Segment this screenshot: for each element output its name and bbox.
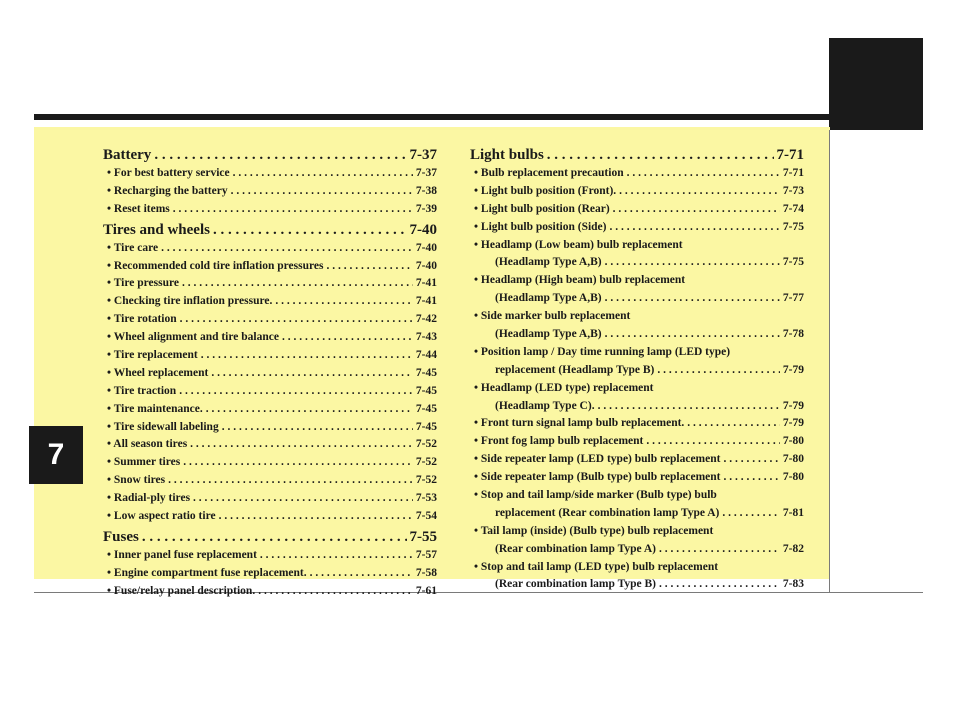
toc-entry[interactable] <box>470 471 804 489</box>
toc-leader-dots <box>161 242 413 254</box>
toc-page-number: 7-52 <box>415 456 437 469</box>
toc-page-number: 7-52 <box>415 474 437 487</box>
toc-leader-dots <box>282 331 413 343</box>
toc-page-number: 7-55 <box>409 528 437 545</box>
toc-page-number: 7-78 <box>782 328 804 341</box>
toc-entry-label: • Side repeater lamp (Bulb type) bulb replacement <box>474 471 721 484</box>
toc-entry-label: • Tire care <box>107 241 159 254</box>
toc-entry[interactable] <box>103 421 437 439</box>
toc-page-number: 7-45 <box>415 420 437 433</box>
toc-entry[interactable] <box>103 203 437 221</box>
toc-page-number: 7-54 <box>415 510 437 523</box>
toc-entry-label: Tires and wheels <box>103 221 210 238</box>
toc-page-number: 7-77 <box>782 292 804 305</box>
toc-entry[interactable] <box>103 349 437 367</box>
toc-page-number: 7-43 <box>415 331 437 344</box>
toc-page-number: 7-79 <box>782 399 804 412</box>
toc-entry[interactable] <box>470 489 804 507</box>
toc-entry-label: • Headlamp (Low beam) bulb replacement <box>474 238 683 251</box>
toc-leader-dots <box>258 585 413 597</box>
toc-section-entry[interactable] <box>103 222 437 242</box>
toc-entry[interactable] <box>103 331 437 349</box>
toc-page-number: 7-39 <box>415 202 437 215</box>
toc-entry[interactable] <box>470 292 804 310</box>
toc-leader-dots <box>605 328 780 340</box>
toc-leader-dots <box>168 474 413 486</box>
toc-entry[interactable] <box>470 239 804 257</box>
toc-page-number: 7-40 <box>415 241 437 254</box>
toc-leader-dots <box>605 292 780 304</box>
toc-page-number: 7-40 <box>415 259 437 272</box>
toc-entry[interactable] <box>470 400 804 418</box>
toc-leader-dots <box>310 567 413 579</box>
toc-page-number: 7-80 <box>782 453 804 466</box>
toc-leader-dots <box>605 256 780 268</box>
toc-entry[interactable] <box>470 310 804 328</box>
toc-entry[interactable] <box>470 221 804 239</box>
toc-leader-dots <box>179 385 413 397</box>
toc-leader-dots <box>182 277 413 289</box>
toc-entry-label: • Low aspect ratio tire <box>107 510 216 523</box>
toc-entry[interactable] <box>103 185 437 203</box>
header-rule <box>34 114 830 120</box>
toc-leader-dots <box>657 364 780 376</box>
chapter-side-tab <box>829 38 923 130</box>
toc-leader-dots <box>646 435 780 447</box>
toc-leader-dots <box>275 295 413 307</box>
toc-entry-label: • Light bulb position (Side) <box>474 220 607 233</box>
toc-entry[interactable] <box>103 295 437 313</box>
toc-leader-dots <box>206 403 413 415</box>
toc-leader-dots <box>233 167 413 179</box>
toc-entry[interactable] <box>470 525 804 543</box>
toc-leader-dots <box>219 510 413 522</box>
toc-page-number: 7-41 <box>415 295 437 308</box>
toc-page-number: 7-83 <box>782 578 804 591</box>
toc-leader-dots <box>723 453 779 465</box>
toc-entry[interactable] <box>103 549 437 567</box>
toc-page-number: 7-80 <box>782 471 804 484</box>
toc-entry-label: • Front turn signal lamp bulb replacement. <box>474 417 685 430</box>
toc-entry[interactable] <box>470 167 804 185</box>
toc-entry[interactable] <box>103 403 437 421</box>
toc-leader-dots <box>211 367 413 379</box>
toc-entry-label: • Tire rotation <box>107 313 177 326</box>
toc-entry[interactable] <box>103 242 437 260</box>
toc-leader-dots <box>231 185 413 197</box>
toc-entry-label: (Headlamp Type A,B) <box>495 256 602 269</box>
toc-entry[interactable] <box>103 277 437 295</box>
toc-entry-label: Fuses <box>103 528 139 545</box>
toc-entry[interactable] <box>470 382 804 400</box>
toc-entry-label: • Recommended cold tire inflation pressures <box>107 259 324 272</box>
toc-entry-label: • For best battery service <box>107 167 230 179</box>
toc-leader-dots <box>722 507 780 519</box>
toc-entry-label: • Checking tire inflation pressure. <box>107 295 273 308</box>
toc-entry-label: • Recharging the battery <box>107 184 228 197</box>
toc-entry-label: • Tail lamp (inside) (Bulb type) bulb replacement <box>474 524 714 537</box>
toc-entry[interactable] <box>470 561 804 579</box>
toc-entry-label: • Radial-ply tires <box>107 492 191 505</box>
toc-page-number: 7-73 <box>782 184 804 197</box>
toc-page-number: 7-57 <box>415 548 437 561</box>
toc-page-number: 7-71 <box>782 167 804 179</box>
toc-section-entry[interactable] <box>103 529 437 549</box>
toc-leader-dots <box>610 221 780 233</box>
toc-entry-label: • Inner panel fuse replacement <box>107 548 257 561</box>
toc-entry-label: • Stop and tail lamp (LED type) bulb replacement <box>474 560 719 573</box>
toc-page-number: 7-37 <box>409 147 437 163</box>
margin-divider <box>829 130 830 592</box>
toc-entry-label: • Tire sidewall labeling <box>107 420 219 433</box>
toc-entry[interactable] <box>470 543 804 561</box>
toc-page-number: 7-82 <box>782 542 804 555</box>
toc-entry[interactable] <box>103 567 437 585</box>
toc-left-column <box>103 146 437 603</box>
toc-page-number: 7-37 <box>415 167 437 179</box>
toc-entry-label: Light bulbs <box>470 147 544 163</box>
toc-entry-label: • Headlamp (High beam) bulb replacement <box>474 274 686 287</box>
toc-leader-dots <box>659 543 780 555</box>
toc-leader-dots <box>201 349 413 361</box>
toc-leader-dots <box>154 147 406 164</box>
toc-entry[interactable] <box>470 364 804 382</box>
toc-entry-label: • Reset items <box>107 202 170 215</box>
toc-right-column <box>470 146 804 596</box>
toc-entry[interactable] <box>470 203 804 221</box>
toc-entry-label: • Tire traction <box>107 384 177 397</box>
toc-leader-dots <box>180 313 413 325</box>
toc-leader-dots <box>260 549 413 561</box>
toc-entry[interactable] <box>470 453 804 471</box>
toc-page-number: 7-41 <box>415 277 437 290</box>
toc-page-number: 7-53 <box>415 492 437 505</box>
toc-entry[interactable] <box>103 260 437 278</box>
toc-page-number: 7-79 <box>782 417 804 430</box>
toc-leader-dots <box>193 492 413 504</box>
toc-page-number: 7-74 <box>782 202 804 215</box>
toc-entry[interactable] <box>103 456 437 474</box>
toc-entry[interactable] <box>103 585 437 603</box>
toc-leader-dots <box>213 222 407 239</box>
toc-entry[interactable] <box>470 346 804 364</box>
toc-entry[interactable] <box>103 492 437 510</box>
toc-entry-label: (Headlamp Type A,B) <box>495 328 602 341</box>
toc-entry[interactable] <box>470 507 804 525</box>
toc-entry[interactable] <box>470 256 804 274</box>
toc-entry[interactable] <box>470 185 804 203</box>
toc-entry-label: • Headlamp (LED type) replacement <box>474 381 654 394</box>
toc-entry-label: • Tire maintenance. <box>107 402 203 415</box>
toc-leader-dots <box>173 203 413 215</box>
toc-entry[interactable] <box>103 510 437 528</box>
toc-entry[interactable] <box>103 313 437 331</box>
toc-leader-dots <box>326 260 412 272</box>
toc-entry-label: (Rear combination lamp Type B) <box>495 578 657 591</box>
toc-entry[interactable] <box>470 274 804 292</box>
toc-page-number: 7-81 <box>782 506 804 519</box>
chapter-number: 7 <box>47 438 65 471</box>
toc-entry[interactable] <box>103 438 437 456</box>
toc-page-number: 7-44 <box>415 349 437 362</box>
toc-entry-label: • Fuse/relay panel description. <box>107 584 256 597</box>
toc-entry-label: • Stop and tail lamp/side marker (Bulb type) bulb <box>474 489 717 502</box>
toc-page-number: 7-61 <box>415 584 437 597</box>
toc-entry-label: replacement (Headlamp Type B) <box>495 363 655 376</box>
toc-leader-dots <box>598 400 780 412</box>
toc-page-number: 7-75 <box>782 256 804 269</box>
toc-page-number: 7-79 <box>782 363 804 376</box>
toc-entry-label: (Headlamp Type C). <box>495 399 595 412</box>
toc-page-number: 7-38 <box>415 184 437 197</box>
toc-entry-label: • Position lamp / Day time running lamp (LED type) <box>474 345 731 358</box>
toc-entry[interactable] <box>103 167 437 185</box>
toc-leader-dots <box>190 438 413 450</box>
toc-page-number: 7-71 <box>776 147 804 163</box>
toc-leader-dots <box>659 578 780 590</box>
toc-entry-label: • Tire pressure <box>107 277 179 290</box>
toc-leader-dots <box>183 456 413 468</box>
toc-leader-dots <box>613 203 780 215</box>
toc-entry-label: • All season tires <box>107 438 188 451</box>
toc-entry-label: • Wheel replacement <box>107 366 209 379</box>
toc-section-entry[interactable] <box>103 147 437 167</box>
toc-entry-label: Battery <box>103 147 152 163</box>
chapter-number-tab <box>29 426 83 484</box>
toc-page-number: 7-40 <box>409 221 437 238</box>
toc-entry-label: • Wheel alignment and tire balance <box>107 331 279 344</box>
toc-entry-label: • Light bulb position (Rear) <box>474 202 610 215</box>
toc-entry-label: • Snow tires <box>107 474 166 487</box>
toc-entry-label: • Side repeater lamp (LED type) bulb replacement <box>474 453 721 466</box>
toc-entry-label: • Front fog lamp bulb replacement <box>474 435 644 448</box>
toc-entry[interactable] <box>103 474 437 492</box>
toc-entry-label: • Summer tires <box>107 456 181 469</box>
toc-page-number: 7-75 <box>782 220 804 233</box>
toc-entry-label: • Side marker bulb replacement <box>474 310 631 323</box>
toc-leader-dots <box>547 147 774 164</box>
toc-entry-label: • Tire replacement <box>107 349 198 362</box>
toc-entry[interactable] <box>470 435 804 453</box>
toc-entry-label: • Light bulb position (Front). <box>474 184 617 197</box>
toc-page-number: 7-42 <box>415 313 437 326</box>
toc-page-number: 7-80 <box>782 435 804 448</box>
toc-entry-label: • Engine compartment fuse replacement. <box>107 566 307 579</box>
toc-entry-label: • Bulb replacement precaution <box>474 167 624 179</box>
toc-entry[interactable] <box>470 328 804 346</box>
toc-page-number: 7-45 <box>415 384 437 397</box>
toc-page-number: 7-45 <box>415 366 437 379</box>
toc-entry[interactable] <box>470 578 804 596</box>
toc-entry-label: replacement (Rear combination lamp Type A) <box>495 506 720 519</box>
toc-leader-dots <box>627 167 780 179</box>
toc-page-number: 7-45 <box>415 402 437 415</box>
toc-leader-dots <box>619 185 780 197</box>
toc-entry-label: (Rear combination lamp Type A) <box>495 542 657 555</box>
toc-page-number: 7-58 <box>415 566 437 579</box>
toc-leader-dots <box>222 421 413 433</box>
toc-entry[interactable] <box>470 417 804 435</box>
toc-leader-dots <box>687 417 780 429</box>
toc-entry[interactable] <box>103 367 437 385</box>
toc-section-entry[interactable] <box>470 147 804 167</box>
toc-entry-label: (Headlamp Type A,B) <box>495 292 602 305</box>
toc-leader-dots <box>723 471 779 483</box>
toc-entry[interactable] <box>103 385 437 403</box>
toc-leader-dots <box>142 529 407 546</box>
toc-page-number: 7-52 <box>415 438 437 451</box>
